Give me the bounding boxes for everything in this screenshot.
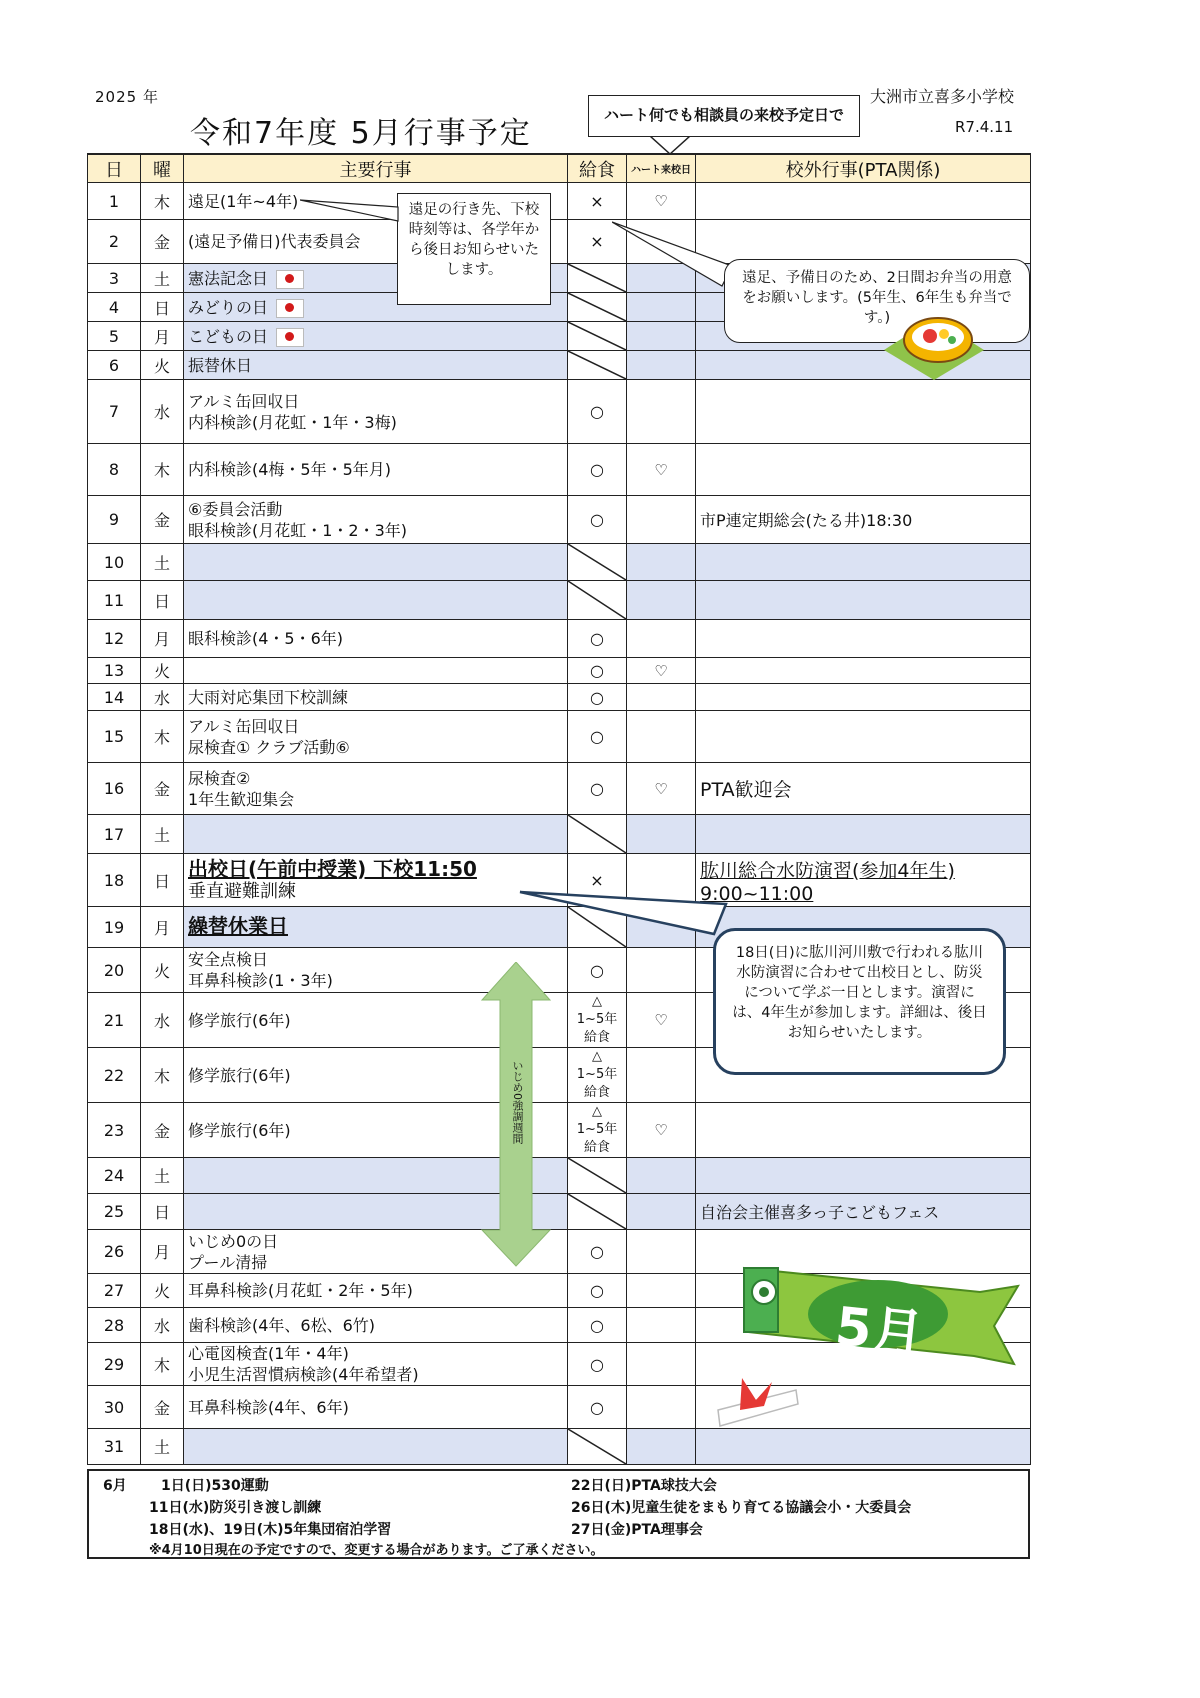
lunch-mark: ○ [590,687,604,707]
lunch-mark: △ [592,994,602,1009]
footer-event: 1日(日)530運動 [161,1478,269,1494]
lunch-cell [568,444,627,496]
school-name: 大洲市立喜多小学校 [870,87,1015,106]
table-row [88,815,1031,854]
dow-cell: 月 [141,1230,184,1274]
lunch-cell [568,1194,627,1230]
dow-cell: 水 [141,1308,184,1343]
event-label: (遠足予備日)代表委員会 [188,232,361,251]
day-cell: 30 [88,1386,141,1429]
event-text [188,391,563,412]
event-label: アルミ缶回収日 [188,716,300,736]
col-day: 日 [88,154,141,183]
lunch-cell [568,496,627,544]
event-label: 尿検査② [188,768,251,788]
dow-cell: 金 [141,763,184,815]
footer-event: 11日(水)防災引き渡し訓練 [149,1500,322,1516]
event-label: 1年生歓迎集会 [188,789,295,809]
heart-cell [627,1048,696,1103]
lunch-cell [568,1274,627,1308]
footer-event: 27日(金)PTA理事会 [571,1522,703,1538]
day-cell: 24 [88,1158,141,1194]
lunch-mark: ○ [590,1242,604,1261]
lunch-cell [568,1343,627,1386]
heart-cell [627,1194,696,1230]
day-cell: 7 [88,380,141,444]
lunch-cell [568,1158,627,1194]
dow-cell: 木 [141,183,184,220]
heart-cell [627,620,696,658]
heart-cell [627,1308,696,1343]
event-label: 修学旅行(6年) [188,1010,291,1030]
table-row [88,620,1031,658]
dow-cell: 金 [141,1103,184,1158]
kabuto-illustration [712,1370,802,1440]
external-cell [696,581,1031,620]
lunch-cell [568,1429,627,1465]
event-label: 繰替休業日 [188,914,288,938]
external-cell [696,763,1031,815]
event-label: 垂直避難訓練 [188,880,296,902]
lunch-cell [568,684,627,711]
external-cell [696,854,1031,907]
event-text [188,499,563,520]
table-row [88,544,1031,581]
event-label: 遠足(1年~4年) [188,191,299,211]
lunch-cell [568,581,627,620]
event-text [188,628,563,649]
event-label: 歯科検診(4年、6松、6竹) [188,1315,376,1335]
event-cell [184,658,568,684]
heart-cell [627,581,696,620]
lunch-mark: × [590,191,604,211]
lunch-cell [568,183,627,220]
event-text [188,789,563,810]
heart-cell [627,544,696,581]
lunch-mark: ○ [590,727,604,746]
heart-cell: ♡ [627,993,696,1048]
callout-lunch: 遠足、予備日のため、2日間お弁当の用意をお願いします。(5年生、6年生も弁当です。) [724,259,1030,343]
lunch-note: 給食 [583,1140,610,1155]
day-cell: 8 [88,444,141,496]
external-cell [696,684,1031,711]
lunch-mark: △ [592,1104,602,1119]
footer-event: 26日(木)児童生徒をまもり育てる協議会小・大委員会 [571,1500,912,1516]
dow-cell: 金 [141,496,184,544]
col-main: 主要行事 [184,154,568,183]
heart-cell: ♡ [627,658,696,684]
event-label: アルミ缶回収日 [188,391,300,411]
event-cell [184,763,568,815]
dow-cell: 月 [141,907,184,948]
page-title: 令和7年度 5月行事予定 [190,116,532,151]
heart-cell [627,1429,696,1465]
event-text [188,412,563,433]
day-cell: 27 [88,1274,141,1308]
event-label: 振替休日 [188,355,253,375]
lunch-cell [568,293,627,322]
heart-cell [627,948,696,993]
heart-cell: ♡ [627,444,696,496]
day-cell: 3 [88,264,141,293]
day-cell: 16 [88,763,141,815]
lunch-cell [568,1386,627,1429]
lunch-mark: ○ [590,779,604,798]
table-row [88,684,1031,711]
event-label: 内科検診(月花虹・1年・3梅) [188,412,397,432]
col-heart: ハート来校日 [627,154,696,183]
footer-note: ※4月10日現在の予定ですので、変更する場合があります。ご了承ください。 [149,1543,604,1558]
day-cell: 9 [88,496,141,544]
day-cell: 14 [88,684,141,711]
event-label: 内科検診(4梅・5年・5年月) [188,460,392,479]
external-cell [696,620,1031,658]
heart-cell [627,351,696,380]
callout-drill-pointer [518,888,728,938]
lunch-mark: × [590,870,604,890]
event-cell [184,620,568,658]
lunch-cell [568,380,627,444]
japan-flag-icon [276,328,304,347]
day-cell: 2 [88,220,141,264]
event-label: 修学旅行(6年) [188,1120,291,1140]
heart-cell [627,684,696,711]
event-text [188,326,563,347]
dow-cell: 水 [141,993,184,1048]
dow-cell: 日 [141,293,184,322]
dow-cell: 水 [141,380,184,444]
external-event: 自治会主催喜多っ子こどもフェス [700,1203,940,1222]
event-label: 尿検査① クラブ活動⑥ [188,737,350,757]
dow-cell: 土 [141,815,184,854]
footer-event: 22日(日)PTA球技大会 [571,1478,717,1494]
lunch-cell [568,711,627,763]
callout-excursion-pointer [300,195,400,225]
col-external: 校外行事(PTA関係) [696,154,1031,183]
day-cell: 1 [88,183,141,220]
lunch-mark: ○ [590,1397,604,1417]
event-text [188,716,563,737]
day-cell: 28 [88,1308,141,1343]
dow-cell: 月 [141,322,184,351]
event-label: 安全点検日 [188,950,269,969]
lunch-note: 1~5年 [576,1067,618,1082]
event-cell [184,444,568,496]
external-cell [696,711,1031,763]
dow-cell: 木 [141,1048,184,1103]
table-row [88,380,1031,444]
lunch-cell [568,993,627,1048]
event-cell [184,854,568,907]
col-lunch: 給食 [568,154,627,183]
dow-cell: 月 [141,620,184,658]
event-cell [184,544,568,581]
lunch-cell [568,763,627,815]
lunch-mark: × [590,232,604,251]
heart-cell [627,1274,696,1308]
dow-cell: 金 [141,1386,184,1429]
event-text [188,916,563,938]
event-cell [184,322,568,351]
event-label: いじめ0の日 [188,1231,279,1251]
dow-cell: 金 [141,220,184,264]
event-cell [184,815,568,854]
koinobori-label: 5月 [832,1296,927,1366]
external-cell [696,380,1031,444]
external-event-time: 9:00~11:00 [700,882,814,905]
external-cell [696,658,1031,684]
day-cell: 18 [88,854,141,907]
dow-cell: 木 [141,444,184,496]
event-text [188,520,563,541]
lunch-note: 給食 [583,1030,610,1045]
day-cell: 23 [88,1103,141,1158]
dow-cell: 木 [141,1343,184,1386]
lunch-cell [568,1230,627,1274]
event-label: 耳鼻科検診(月花虹・2年・5年) [188,1281,413,1300]
footer-event: 18日(水)、19日(木)5年集団宿泊学習 [149,1522,392,1538]
table-row [88,763,1031,815]
external-cell [696,496,1031,544]
event-cell [184,496,568,544]
lunch-mark: ○ [590,1281,604,1300]
table-header-row [88,154,1031,183]
table-row [88,444,1031,496]
lunch-mark: ○ [590,460,604,479]
event-text [188,737,563,758]
event-label: 耳鼻科検診(1・3年) [188,971,333,990]
dow-cell: 火 [141,1274,184,1308]
lunch-cell [568,322,627,351]
external-event: PTA歓迎会 [700,779,792,801]
revision-date: R7.4.11 [955,118,1014,136]
dow-cell: 木 [141,711,184,763]
lunch-cell [568,544,627,581]
lunch-cell [568,620,627,658]
external-event: 市P連定期総会(たる井)18:30 [700,511,913,530]
heart-cell [627,293,696,322]
lunch-mark: ○ [590,1354,604,1374]
event-text [188,459,563,480]
day-cell: 11 [88,581,141,620]
dow-cell: 日 [141,854,184,907]
day-cell: 13 [88,658,141,684]
dow-cell: 火 [141,948,184,993]
callout-drill: 18日(日)に肱川河川敷で行われる肱川水防演習に合わせて出校日とし、防災について学ぶ一日とします。演習には、4年生が参加します。詳細は、後日お知らせいたします。 [713,928,1006,1075]
event-cell [184,907,568,948]
heart-cell [627,380,696,444]
day-cell: 5 [88,322,141,351]
heart-cell: ♡ [627,1103,696,1158]
dow-cell: 土 [141,1158,184,1194]
day-cell: 12 [88,620,141,658]
heart-cell [627,815,696,854]
event-label: プール清掃 [188,1252,268,1272]
day-cell: 6 [88,351,141,380]
dow-cell: 土 [141,1429,184,1465]
event-label: 修学旅行(6年) [188,1065,291,1085]
event-cell [184,1274,568,1308]
day-cell: 26 [88,1230,141,1274]
event-label: 大雨対応集団下校訓練 [188,687,349,707]
callout-excursion: 遠足の行き先、下校時刻等は、各学年から後日お知らせいたします。 [397,193,551,305]
event-label: 眼科検診(4・5・6年) [188,629,344,648]
event-cell [184,1308,568,1343]
day-cell: 20 [88,948,141,993]
footer-month: 6月 [103,1478,127,1494]
japan-flag-icon [276,299,304,318]
day-cell: 29 [88,1343,141,1386]
table-row [88,220,1031,264]
lunch-cell [568,815,627,854]
year-label: 2025 年 [95,88,159,106]
external-cell [696,1194,1031,1230]
day-cell: 17 [88,815,141,854]
lunch-cell [568,1308,627,1343]
external-cell [696,815,1031,854]
table-row [88,1103,1031,1158]
dow-cell: 火 [141,658,184,684]
event-text [188,856,563,881]
lunch-note: 給食 [583,1085,610,1100]
event-cell [184,351,568,380]
table-row [88,1194,1031,1230]
table-row [88,711,1031,763]
heart-cell [627,1158,696,1194]
event-text [188,1343,563,1364]
table-row [88,1158,1031,1194]
event-label: みどりの日 [188,297,269,317]
event-text [188,768,563,789]
lunch-mark: ○ [590,661,604,680]
event-label: 耳鼻科検診(4年、6年) [188,1397,349,1417]
lunch-mark: ○ [590,960,604,980]
day-cell: 21 [88,993,141,1048]
japan-flag-icon [276,270,304,289]
day-cell: 22 [88,1048,141,1103]
table-row [88,1386,1031,1429]
lunch-mark: ○ [590,1315,604,1335]
lunch-mark: ○ [590,510,604,529]
heart-cell [627,322,696,351]
event-text [188,1397,563,1418]
day-cell: 10 [88,544,141,581]
footer-box [87,1469,1030,1559]
event-cell [184,581,568,620]
event-text [188,687,563,708]
external-cell [696,1103,1031,1158]
table-row [88,1429,1031,1465]
event-text [188,355,563,376]
event-text [188,1315,563,1336]
event-cell [184,711,568,763]
event-text [188,1280,563,1301]
table-row [88,183,1031,220]
heart-cell [627,496,696,544]
heart-cell [627,1230,696,1274]
event-cell [184,1343,568,1386]
event-label: 心電図検査(1年・4年) [188,1344,349,1363]
event-cell [184,1386,568,1429]
bento-illustration [884,310,986,382]
day-cell: 4 [88,293,141,322]
external-cell [696,444,1031,496]
dow-cell: 日 [141,1194,184,1230]
day-cell: 25 [88,1194,141,1230]
external-cell [696,183,1031,220]
event-label: 眼科検診(月花虹・1・2・3年) [188,520,408,540]
dow-cell: 日 [141,581,184,620]
lunch-cell [568,948,627,993]
heart-cell: ♡ [627,183,696,220]
day-cell: 31 [88,1429,141,1465]
external-event: 肱川総合水防演習(参加4年生) [700,859,955,882]
external-cell [696,1158,1031,1194]
lunch-cell [568,351,627,380]
table-row [88,496,1031,544]
event-text [188,1364,563,1385]
table-row [88,658,1031,684]
table-row [88,581,1031,620]
event-cell [184,684,568,711]
heart-cell [627,711,696,763]
event-label: こどもの日 [188,326,269,346]
dow-cell: 火 [141,351,184,380]
event-cell [184,380,568,444]
heart-note-box: ハート何でも相談員の来校予定日で [588,95,860,137]
lunch-mark: ○ [590,629,604,648]
dow-cell: 土 [141,544,184,581]
lunch-mark: ○ [590,402,604,421]
event-label: 出校日(午前中授業) 下校11:50 [188,856,477,881]
dow-cell: 水 [141,684,184,711]
ijime-week-label: いじめ0強調週間 [511,1060,524,1144]
day-cell: 15 [88,711,141,763]
dow-cell: 土 [141,264,184,293]
event-label: 小児生活習慣病検診(4年希望者) [188,1365,419,1384]
heart-cell [627,1386,696,1429]
lunch-mark: △ [592,1049,602,1064]
event-label: 憲法記念日 [188,268,269,288]
external-cell [696,544,1031,581]
heart-cell: ♡ [627,763,696,815]
lunch-note: 1~5年 [576,1122,618,1137]
event-text [188,881,563,902]
col-dow: 曜 [141,154,184,183]
lunch-cell [568,1048,627,1103]
event-label: ⑥委員会活動 [188,499,283,519]
lunch-cell [568,658,627,684]
heart-cell [627,1343,696,1386]
lunch-cell [568,1103,627,1158]
day-cell: 19 [88,907,141,948]
event-cell [184,1429,568,1465]
lunch-note: 1~5年 [576,1012,618,1027]
